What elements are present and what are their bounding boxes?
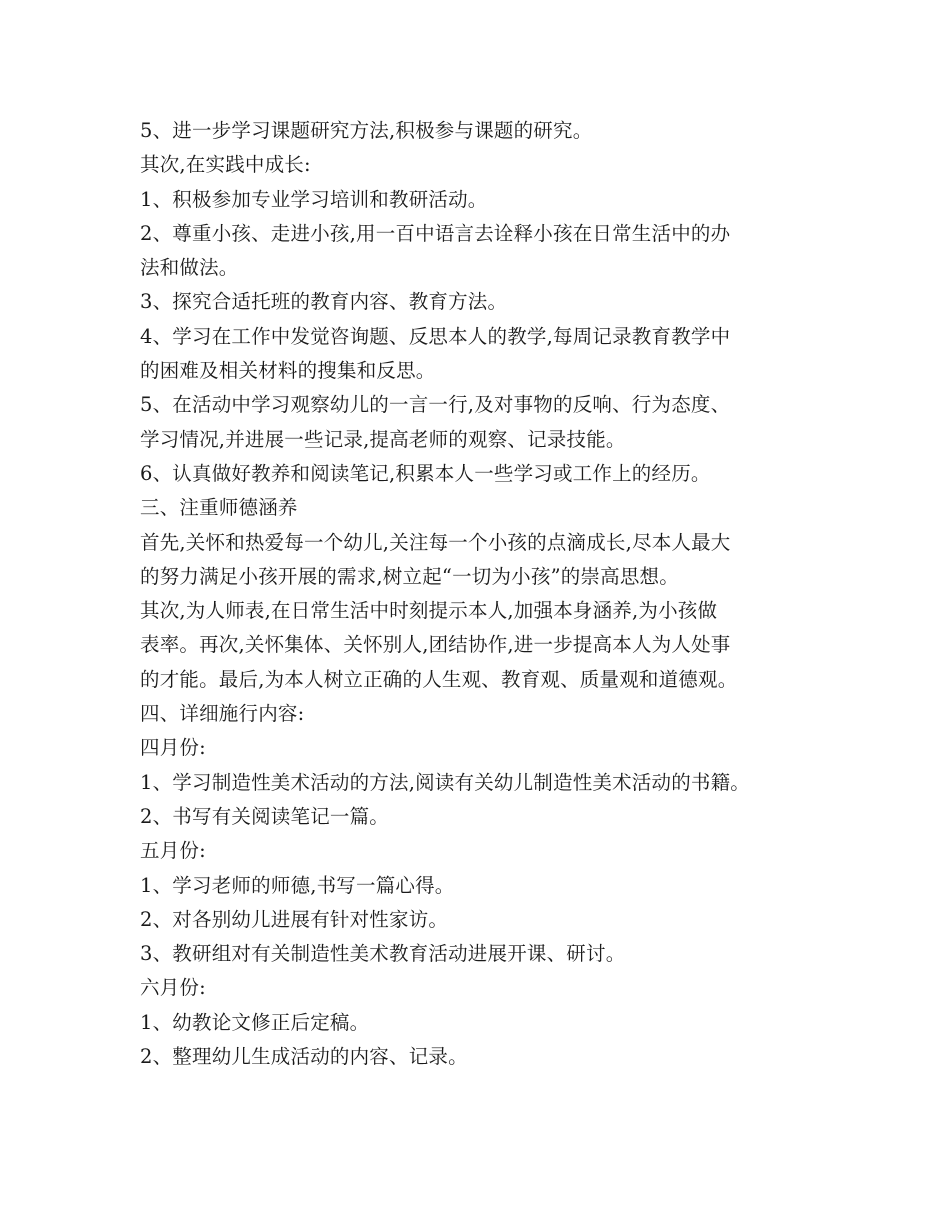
text-line: 法和做法。: [140, 256, 239, 280]
text-line: 的才能。最后,为本人树立正确的人生观、教育观、质量观和道德观。: [140, 667, 738, 691]
text-line: 表率。再次,关怀集体、关怀别人,团结协作,进一步提高本人为人处事: [140, 633, 731, 657]
text-line: 2、书写有关阅读笔记一篇。: [140, 804, 390, 828]
text-line: 3、教研组对有关制造性美术教育活动进展开课、研讨。: [140, 942, 626, 966]
text-line: 6、认真做好教养和阅读笔记,积累本人一些学习或工作上的经历。: [140, 461, 711, 485]
document-body: [140, 114, 820, 1074]
text-line: 4、学习在工作中发觉咨询题、反思本人的教学,每周记录教育教学中: [140, 324, 731, 348]
section-heading: 四、详细施行内容:: [140, 702, 305, 726]
text-line: 1、学习老师的师德,书写一篇心得。: [140, 873, 455, 897]
text-line: 2、尊重小孩、走进小孩,用一百中语言去诠释小孩在日常生活中的办: [140, 221, 731, 245]
text-line: 首先,关怀和热爱每一个幼儿,关注每一个小孩的点滴成长,尽本人最大: [140, 530, 731, 554]
text-line: 2、对各别幼儿进展有针对性家访。: [140, 907, 449, 931]
text-line: 1、学习制造性美术活动的方法,阅读有关幼儿制造性美术活动的书籍。: [140, 770, 751, 794]
text-line: 1、幼教论文修正后定稿。: [140, 1010, 370, 1034]
text-line: 的困难及相关材料的搜集和反思。: [140, 359, 436, 383]
month-heading: 五月份:: [140, 839, 206, 863]
text-line: 学习情况,并进展一些记录,提高老师的观察、记录技能。: [140, 427, 626, 451]
section-subheading: 其次,在实践中成长:: [140, 153, 311, 177]
text-line: 其次,为人师表,在日常生活中时刻提示本人,加强本身涵养,为小孩做: [140, 599, 718, 623]
section-heading: 三、注重师德涵养: [140, 496, 298, 520]
text-line: 的努力满足小孩开展的需求,树立起“一切为小孩”的崇高思想。: [140, 564, 679, 588]
text-line: 2、整理幼儿生成活动的内容、记录。: [140, 1045, 468, 1069]
text-line: 1、积极参加专业学习培训和教研活动。: [140, 187, 488, 211]
text-line: 5、在活动中学习观察幼儿的一言一行,及对事物的反响、行为态度、: [140, 393, 731, 417]
text-line: 5、进一步学习课题研究方法,积极参与课题的研究。: [140, 119, 593, 142]
month-heading: 四月份:: [140, 736, 206, 760]
text-line: 3、探究合适托班的教育内容、教育方法。: [140, 290, 508, 314]
month-heading: 六月份:: [140, 976, 206, 1000]
